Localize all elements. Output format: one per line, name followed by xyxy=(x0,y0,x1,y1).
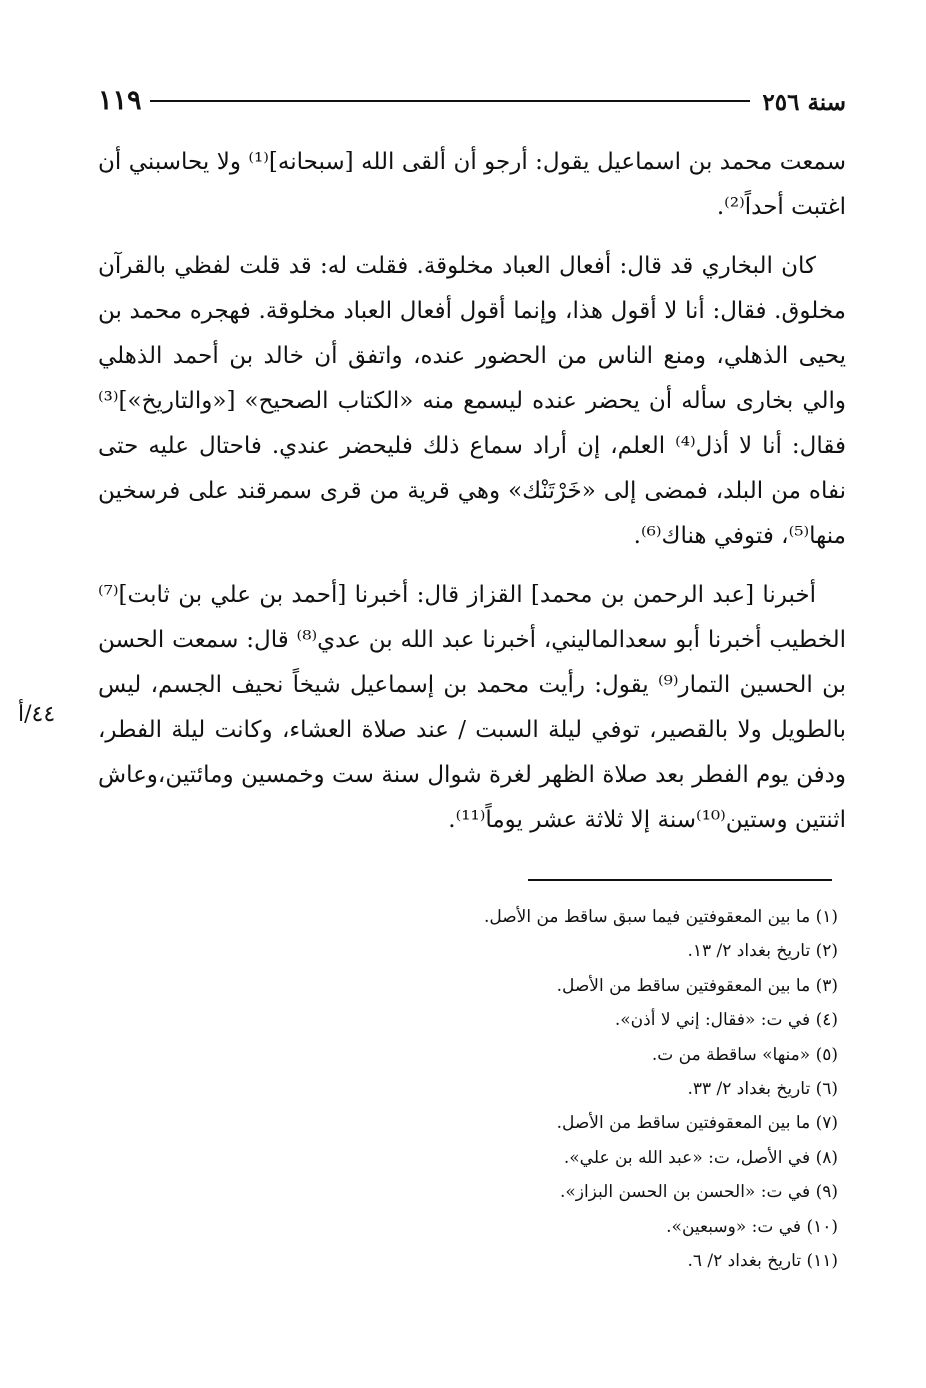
footnote-6: (٦) تاريخ بغداد ٢/ ٣٣. xyxy=(687,1079,838,1100)
page-number: ١١٩ xyxy=(98,85,142,116)
manuscript-folio-marker: ٤٤/أ xyxy=(18,702,56,727)
page-header xyxy=(98,84,846,124)
footnote-7: (٧) ما بين المعقوفتين ساقط من الأصل. xyxy=(556,1113,838,1134)
paragraph-2: كان البخاري قد قال: أفعال العباد مخلوقة. فقلت له: قد قلت لفظي بالقرآن مخلوق. فقال: أنا لا أقول هذا، وإنما أقول أفعال العباد مخلوقة. فهجره محمد بن يحيى الذهلي، ومنع الناس من الحضور عنده، واتفق أن خالد بن أحمد الذهلي والي بخارى سأله أن يحضر عنده ليسمع منه «الكتاب الصحيح» [«والتاريخ»]⁽³⁾فقال: أنا لا أذل⁽⁴⁾ العلم، إن أراد سماع ذلك فليحضر عندي. فاحتال عليه حتى نفاه من البلد، فمضى إلى «خَرْتَنْك» وهي قرية من قرى سمرقند على فرسخين منها⁽⁵⁾، فتوفي هناك⁽⁶⁾. xyxy=(98,253,846,549)
footnote-2: (٢) تاريخ بغداد ٢/ ١٣. xyxy=(687,941,838,962)
footnote-10: (١٠) في ت: «وسبعين». xyxy=(666,1216,838,1237)
main-text xyxy=(98,140,846,857)
header-rule xyxy=(150,100,750,102)
footnote-1: (١) ما بين المعقوفتين فيما سبق ساقط من الأصل. xyxy=(483,907,838,927)
footnote-separator xyxy=(528,879,832,881)
paragraph-1: سمعت محمد بن اسماعيل يقول: أرجو أن ألقى الله [سبحانه]⁽¹⁾ ولا يحاسبني أن اغتبت أحداً⁽²⁾. xyxy=(98,149,846,220)
footnote-8: (٨) في الأصل، ت: «عبد الله بن علي». xyxy=(563,1147,838,1168)
paragraph-3: أخبرنا [عبد الرحمن بن محمد] القزاز قال: أخبرنا [أحمد بن علي بن ثابت]⁽⁷⁾ الخطيب أخبرنا أبو سعدالماليني، أخبرنا عبد الله بن عدي⁽⁸⁾ قال: سمعت الحسن بن الحسين التمار⁽⁹⁾ يقول: رأيت محمد بن إسماعيل شيخاً نحيف الجسم، ليس بالطويل ولا بالقصير، توفي ليلة السبت / عند صلاة العشاء، وكانت ليلة الفطر، ودفن يوم الفطر بعد صلاة الظهر لغرة شوال سنة ست وخمسين ومائتين،وعاش اثنتين وستين⁽¹⁰⁾سنة إلا ثلاثة عشر يوماً⁽¹¹⁾. xyxy=(98,582,846,833)
footnote-9: (٩) في ت: «الحسن بن الحسن البزاز». xyxy=(559,1182,838,1203)
running-title: سنة ٢٥٦ xyxy=(762,89,846,116)
footnotes xyxy=(238,900,838,1278)
footnote-4: (٤) في ت: «فقال: إني لا أذن». xyxy=(614,1010,838,1031)
footnote-3: (٣) ما بين المعقوفتين ساقط من الأصل. xyxy=(556,975,838,996)
footnote-11: (١١) تاريخ بغداد ٢/ ٦. xyxy=(687,1251,838,1272)
footnote-5: (٥) «منها» ساقطة من ت. xyxy=(651,1044,838,1065)
